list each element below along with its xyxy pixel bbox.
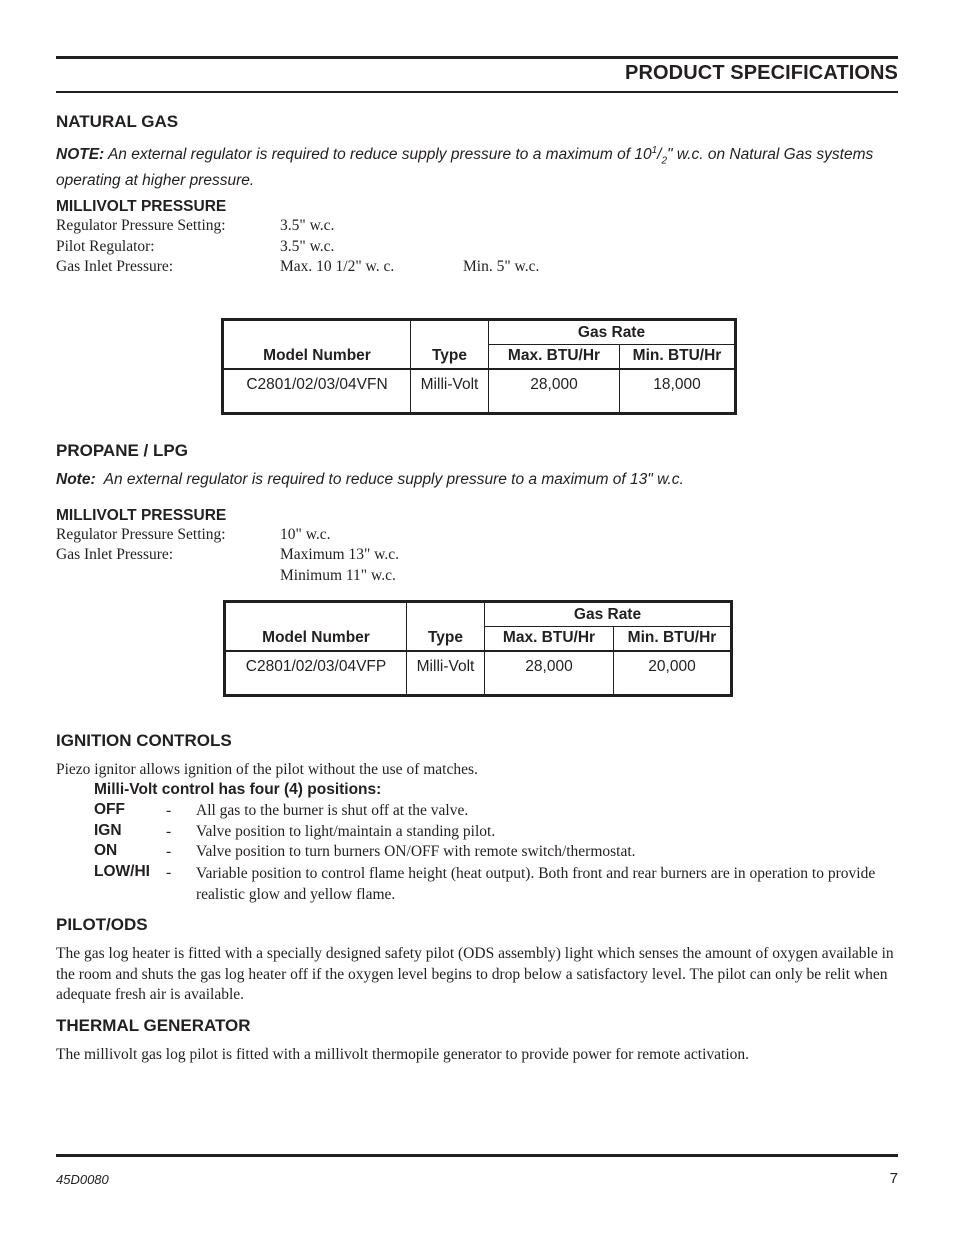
position-key-low-hi: LOW/HI: [94, 863, 150, 880]
position-dash-on: -: [166, 843, 172, 860]
position-dash-low-hi: -: [166, 864, 172, 881]
propane-spec-table: [223, 600, 733, 697]
note-text-part1: An external regulator is required to reduce supply pressure to a maximum of 10: [104, 146, 652, 164]
position-key-off: OFF: [94, 801, 125, 818]
ng-col-max-btu: Max. BTU/Hr: [489, 345, 620, 369]
ignition-heading: IGNITION CONTROLS: [56, 731, 232, 750]
position-desc-on: Valve position to turn burners ON/OFF with remote switch/thermostat.: [196, 843, 636, 860]
thermal-generator-body: The millivolt gas log pilot is fitted with a millivolt thermopile generator to provide power for remote activation.: [56, 1046, 750, 1063]
header-bottom-rule: [56, 91, 898, 93]
ignition-subheading: Milli-Volt control has four (4) positions:: [94, 781, 382, 798]
lp-row-value-2: Minimum 11" w.c.: [280, 567, 396, 584]
natural-gas-spec-table: [221, 318, 737, 415]
ng-millivolt-heading: MILLIVOLT PRESSURE: [56, 198, 227, 215]
position-key-on: ON: [94, 842, 118, 859]
thermal-generator-heading: THERMAL GENERATOR: [56, 1016, 251, 1035]
position-desc-off: All gas to the burner is shut off at the valve.: [196, 802, 469, 819]
note-fraction-denominator: 2: [661, 155, 668, 167]
lp-type-cell: Milli-Volt: [407, 651, 485, 696]
ng-row-label-2: Gas Inlet Pressure:: [56, 258, 174, 275]
lp-col-type: Type: [407, 602, 485, 651]
ng-col-min-btu: Min. BTU/Hr: [620, 345, 736, 369]
pilot-ods-body: The gas log heater is fitted with a specially designed safety pilot (ODS assembly) light which senses the amount of oxygen available in the room and shuts the gas log heater off if the oxygen level begins to drop below a satisfactory level. The pilot can only be relit when adequate fresh air is available.: [56, 945, 894, 1003]
ng-col-type: Type: [411, 320, 489, 369]
position-dash-off: -: [166, 802, 172, 819]
note-fraction-slash: /: [657, 146, 662, 164]
ng-type-cell: Milli-Volt: [411, 369, 489, 414]
propane-note: [56, 470, 901, 490]
ignition-intro: Piezo ignitor allows ignition of the pilot without the use of matches.: [56, 761, 478, 778]
ng-min-btu-cell: 18,000: [653, 375, 701, 393]
lp-col-min-btu: Min. BTU/Hr: [614, 627, 732, 651]
page-title: PRODUCT SPECIFICATIONS: [625, 62, 898, 84]
ng-col-gas-rate: Gas Rate: [489, 320, 736, 345]
footer-rule: [56, 1154, 898, 1157]
ng-row-value-2: Max. 10 1/2" w. c.: [280, 258, 395, 275]
note-fraction-numerator: 1: [651, 145, 658, 156]
ng-row-label-0: Regulator Pressure Setting:: [56, 217, 226, 234]
lp-millivolt-heading: MILLIVOLT PRESSURE: [56, 507, 227, 524]
propane-note-label: Note:: [56, 471, 96, 488]
ng-row-value-0: 3.5" w.c.: [280, 217, 335, 234]
propane-note-text: An external regulator is required to reduce supply pressure to a maximum of 13" w.c.: [95, 471, 684, 488]
propane-heading: PROPANE / LPG: [56, 441, 188, 460]
lp-col-max-btu: Max. BTU/Hr: [485, 627, 614, 651]
note-text-part2: " w.c. on Natural Gas systems operating at higher pressure.: [56, 146, 874, 190]
position-key-ign: IGN: [94, 822, 122, 839]
lp-model-number-cell: C2801/02/03/04VFP: [225, 651, 407, 696]
ng-row-extra-2: Min. 5" w.c.: [463, 258, 540, 275]
position-dash-ign: -: [166, 823, 172, 840]
note-label: NOTE:: [56, 146, 105, 164]
lp-row-label-0: Regulator Pressure Setting:: [56, 526, 226, 543]
ng-model-number-cell: C2801/02/03/04VFN: [223, 369, 411, 414]
ng-col-model-number: Model Number: [223, 320, 411, 369]
lp-min-btu-cell: 20,000: [648, 657, 696, 675]
lp-max-btu-cell: 28,000: [485, 651, 614, 696]
lp-row-label-1: Gas Inlet Pressure:: [56, 546, 174, 563]
natural-gas-heading: NATURAL GAS: [56, 112, 179, 131]
pilot-ods-heading: PILOT/ODS: [56, 915, 148, 934]
lp-row-value-1: Maximum 13" w.c.: [280, 546, 399, 563]
position-desc-ign: Valve position to light/maintain a standing pilot.: [196, 823, 496, 840]
ng-row-value-1: 3.5" w.c.: [280, 238, 335, 255]
natural-gas-note: [56, 141, 901, 191]
footer-doc-code: 45D0080: [56, 1172, 109, 1187]
footer-page-number: 7: [889, 1170, 898, 1187]
lp-col-model-number: Model Number: [225, 602, 407, 651]
ng-row-label-1: Pilot Regulator:: [56, 238, 155, 255]
lp-row-value-0: 10" w.c.: [280, 526, 331, 543]
header-top-rule: [56, 56, 898, 59]
ng-max-btu-cell: 28,000: [489, 369, 620, 414]
lp-col-gas-rate: Gas Rate: [485, 602, 732, 627]
position-desc-low-hi: Variable position to control flame height (heat output). Both front and rear burners are in operation to provide realistic glow and yellow flame.: [196, 865, 876, 903]
